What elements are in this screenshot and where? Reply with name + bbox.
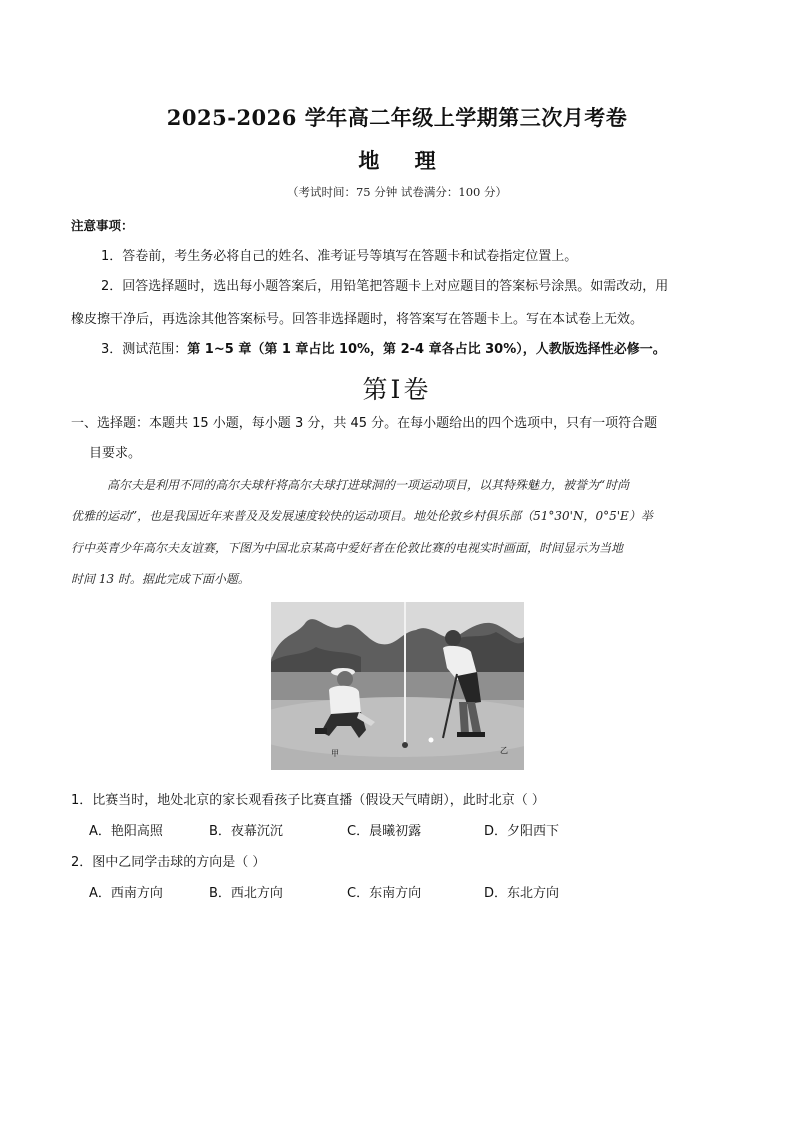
exam-info: （考试时间：75 分钟 试卷满分：100 分）	[286, 185, 508, 199]
question-2-option-b: B．西北方向	[209, 886, 283, 901]
question-2-stem: 2．图中乙同学击球的方向是（ ）	[71, 855, 266, 870]
notice-item-2-line-1: 2．回答选择题时，选出每小题答案后，用铅笔把答题卡上对应题目的答案标号涂黑。如需改动，用	[101, 279, 669, 294]
question-2-option-c: C．东南方向	[347, 886, 422, 901]
material-line-3: 行中英青少年高尔夫友谊赛，下图为中国北京某高中爱好者在伦敦比赛的电视实时画面，时间显示为当地	[71, 541, 624, 555]
golf-photo	[271, 602, 524, 770]
exam-title: 2025-2026 学年高二年级上学期第三次月考卷	[166, 105, 628, 130]
question-2-option-a: A．西南方向	[89, 886, 163, 901]
notice-heading: 注意事项：	[71, 218, 134, 233]
question-1-option-b: B．夜幕沉沉	[209, 824, 283, 839]
section-instruction-line-1: 一、选择题：本题共 15 小题，每小题 3 分，共 45 分。在每小题给出的四个选项中，只有一项符合题	[71, 416, 658, 431]
volume-title: 第Ⅰ卷	[362, 375, 432, 404]
question-1-option-c: C．晨曦初露	[347, 824, 422, 839]
notice-item-3	[101, 340, 666, 360]
notice-item-2-line-2: 橡皮擦干净后，再选涂其他答案标号。回答非选择题时，将答案写在答题卡上。写在本试卷上无效。	[71, 312, 644, 327]
photo-label-jia: 甲	[331, 749, 339, 758]
notice-item-1: 1．答卷前，考生务必将自己的姓名、准考证号等填写在答题卡和试卷指定位置上。	[101, 249, 578, 264]
golf-scene-graphic	[271, 602, 524, 770]
material-line-1: 高尔夫是利用不同的高尔夫球杆将高尔夫球打进球洞的一项运动项目，以其特殊魅力，被誉为“时尚	[107, 478, 630, 492]
question-1-option-a: A．艳阳高照	[89, 824, 163, 839]
question-2-option-d: D．东北方向	[484, 886, 560, 901]
question-1-stem: 1．比赛当时，地处北京的家长观看孩子比赛直播（假设天气晴朗），此时北京（ ）	[71, 793, 545, 808]
notice-item-3-scope: 第 1~5 章（第 1 章占比 10%，第 2-4 章各占比 30%），人教版选择性必修一。	[187, 342, 666, 357]
subject-title: 地 理	[358, 148, 450, 173]
material-line-4: 时间 13 时。据此完成下面小题。	[71, 572, 250, 586]
material-line-2: 优雅的运动”，也是我国近年来普及及发展速度较快的运动项目。地处伦敦乡村俱乐部（51°30'N，0°5'E）举	[71, 509, 653, 523]
section-instruction-line-2: 目要求。	[89, 446, 142, 461]
photo-label-yi: 乙	[500, 746, 508, 755]
notice-item-3-prefix: 3．测试范围：	[101, 342, 188, 357]
question-1-option-d: D．夕阳西下	[484, 824, 560, 839]
